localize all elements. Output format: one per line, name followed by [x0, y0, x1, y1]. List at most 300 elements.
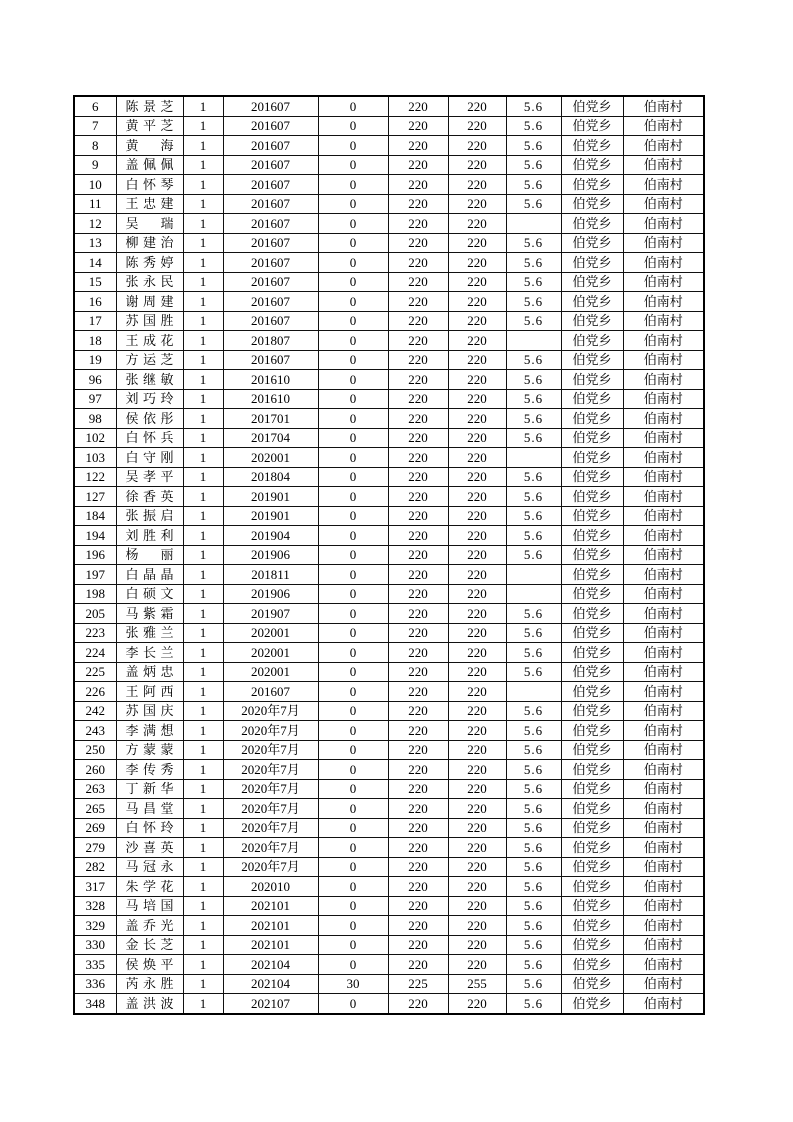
cell-total-amount: 220 [448, 623, 506, 643]
cell-total-amount: 220 [448, 194, 506, 214]
cell-name: 陈景芝 [116, 96, 183, 116]
cell-village: 伯南村 [623, 643, 704, 663]
cell-month: 201607 [223, 96, 318, 116]
cell-base-amount: 220 [388, 682, 448, 702]
cell-rate: 5.6 [506, 136, 561, 156]
table-body [74, 96, 704, 1014]
cell-total-amount: 220 [448, 818, 506, 838]
cell-serial-number: 16 [74, 292, 116, 312]
cell-base-amount: 220 [388, 214, 448, 234]
cell-township: 伯党乡 [561, 545, 623, 565]
cell-base-amount: 220 [388, 955, 448, 975]
cell-rate: 5.6 [506, 779, 561, 799]
cell-month: 201607 [223, 214, 318, 234]
cell-adjust-amount: 0 [318, 701, 388, 721]
cell-adjust-amount: 0 [318, 740, 388, 760]
cell-village: 伯南村 [623, 740, 704, 760]
cell-count: 1 [183, 175, 223, 195]
cell-rate [506, 682, 561, 702]
cell-rate: 5.6 [506, 506, 561, 526]
cell-township: 伯党乡 [561, 877, 623, 897]
cell-village: 伯南村 [623, 467, 704, 487]
cell-rate [506, 214, 561, 234]
cell-total-amount: 220 [448, 467, 506, 487]
cell-count: 1 [183, 955, 223, 975]
cell-rate: 5.6 [506, 623, 561, 643]
cell-adjust-amount: 0 [318, 779, 388, 799]
cell-adjust-amount: 0 [318, 272, 388, 292]
cell-count: 1 [183, 584, 223, 604]
table-row [74, 467, 704, 487]
cell-total-amount: 220 [448, 370, 506, 390]
cell-rate: 5.6 [506, 955, 561, 975]
cell-village: 伯南村 [623, 194, 704, 214]
cell-base-amount: 220 [388, 506, 448, 526]
cell-township: 伯党乡 [561, 779, 623, 799]
cell-total-amount: 255 [448, 974, 506, 994]
cell-village: 伯南村 [623, 779, 704, 799]
cell-total-amount: 220 [448, 233, 506, 253]
cell-rate [506, 584, 561, 604]
cell-name: 苏国庆 [116, 701, 183, 721]
cell-rate: 5.6 [506, 311, 561, 331]
cell-adjust-amount: 0 [318, 838, 388, 858]
cell-count: 1 [183, 799, 223, 819]
cell-total-amount: 220 [448, 116, 506, 136]
cell-total-amount: 220 [448, 799, 506, 819]
cell-name: 谢周建 [116, 292, 183, 312]
table-row [74, 214, 704, 234]
cell-adjust-amount: 0 [318, 467, 388, 487]
cell-rate: 5.6 [506, 428, 561, 448]
cell-rate: 5.6 [506, 526, 561, 546]
cell-month: 201607 [223, 311, 318, 331]
cell-township: 伯党乡 [561, 175, 623, 195]
cell-month: 2020年7月 [223, 799, 318, 819]
cell-name: 杨丽 [116, 545, 183, 565]
cell-total-amount: 220 [448, 857, 506, 877]
cell-rate: 5.6 [506, 721, 561, 741]
cell-adjust-amount: 0 [318, 877, 388, 897]
cell-village: 伯南村 [623, 311, 704, 331]
cell-name: 白晶晶 [116, 565, 183, 585]
table-row [74, 604, 704, 624]
cell-rate: 5.6 [506, 175, 561, 195]
cell-township: 伯党乡 [561, 721, 623, 741]
cell-township: 伯党乡 [561, 116, 623, 136]
cell-village: 伯南村 [623, 916, 704, 936]
cell-total-amount: 220 [448, 545, 506, 565]
cell-adjust-amount: 0 [318, 526, 388, 546]
cell-serial-number: 224 [74, 643, 116, 663]
cell-rate: 5.6 [506, 838, 561, 858]
cell-count: 1 [183, 428, 223, 448]
cell-adjust-amount: 0 [318, 545, 388, 565]
cell-name: 白怀玲 [116, 818, 183, 838]
cell-total-amount: 220 [448, 487, 506, 507]
cell-total-amount: 220 [448, 682, 506, 702]
cell-base-amount: 220 [388, 96, 448, 116]
cell-base-amount: 220 [388, 818, 448, 838]
cell-base-amount: 220 [388, 389, 448, 409]
cell-count: 1 [183, 682, 223, 702]
cell-village: 伯南村 [623, 955, 704, 975]
cell-month: 2020年7月 [223, 838, 318, 858]
cell-village: 伯南村 [623, 272, 704, 292]
cell-adjust-amount: 0 [318, 604, 388, 624]
cell-total-amount: 220 [448, 565, 506, 585]
cell-count: 1 [183, 331, 223, 351]
cell-base-amount: 220 [388, 545, 448, 565]
cell-serial-number: 282 [74, 857, 116, 877]
cell-township: 伯党乡 [561, 409, 623, 429]
cell-name: 李满想 [116, 721, 183, 741]
cell-name: 吴孝平 [116, 467, 183, 487]
cell-rate: 5.6 [506, 935, 561, 955]
cell-base-amount: 220 [388, 643, 448, 663]
cell-village: 伯南村 [623, 292, 704, 312]
cell-name: 白守刚 [116, 448, 183, 468]
cell-name: 马昌堂 [116, 799, 183, 819]
cell-name: 金长芝 [116, 935, 183, 955]
cell-rate: 5.6 [506, 487, 561, 507]
cell-month: 201906 [223, 584, 318, 604]
cell-base-amount: 220 [388, 701, 448, 721]
cell-name: 黄海 [116, 136, 183, 156]
cell-total-amount: 220 [448, 955, 506, 975]
cell-count: 1 [183, 350, 223, 370]
cell-name: 丁新华 [116, 779, 183, 799]
cell-count: 1 [183, 311, 223, 331]
cell-serial-number: 242 [74, 701, 116, 721]
cell-adjust-amount: 0 [318, 194, 388, 214]
cell-village: 伯南村 [623, 799, 704, 819]
cell-village: 伯南村 [623, 838, 704, 858]
cell-adjust-amount: 0 [318, 760, 388, 780]
cell-township: 伯党乡 [561, 643, 623, 663]
cell-base-amount: 220 [388, 350, 448, 370]
cell-total-amount: 220 [448, 292, 506, 312]
cell-base-amount: 220 [388, 253, 448, 273]
cell-adjust-amount: 0 [318, 721, 388, 741]
cell-township: 伯党乡 [561, 428, 623, 448]
cell-count: 1 [183, 818, 223, 838]
cell-base-amount: 220 [388, 194, 448, 214]
cell-township: 伯党乡 [561, 799, 623, 819]
cell-serial-number: 260 [74, 760, 116, 780]
cell-total-amount: 220 [448, 506, 506, 526]
cell-base-amount: 220 [388, 370, 448, 390]
cell-name: 白硕文 [116, 584, 183, 604]
cell-serial-number: 225 [74, 662, 116, 682]
table-row [74, 448, 704, 468]
cell-serial-number: 7 [74, 116, 116, 136]
cell-rate: 5.6 [506, 409, 561, 429]
cell-village: 伯南村 [623, 428, 704, 448]
table-row [74, 409, 704, 429]
cell-base-amount: 220 [388, 877, 448, 897]
cell-serial-number: 19 [74, 350, 116, 370]
cell-name: 张雅兰 [116, 623, 183, 643]
cell-total-amount: 220 [448, 701, 506, 721]
cell-rate: 5.6 [506, 896, 561, 916]
cell-total-amount: 220 [448, 779, 506, 799]
cell-name: 李长兰 [116, 643, 183, 663]
cell-name: 马培国 [116, 896, 183, 916]
cell-month: 2020年7月 [223, 779, 318, 799]
cell-township: 伯党乡 [561, 194, 623, 214]
cell-serial-number: 317 [74, 877, 116, 897]
cell-count: 1 [183, 916, 223, 936]
table-row [74, 760, 704, 780]
cell-adjust-amount: 0 [318, 370, 388, 390]
cell-village: 伯南村 [623, 935, 704, 955]
cell-rate: 5.6 [506, 155, 561, 175]
cell-rate: 5.6 [506, 818, 561, 838]
cell-count: 1 [183, 233, 223, 253]
cell-total-amount: 220 [448, 662, 506, 682]
cell-name: 徐香英 [116, 487, 183, 507]
cell-name: 盖炳忠 [116, 662, 183, 682]
cell-township: 伯党乡 [561, 506, 623, 526]
cell-township: 伯党乡 [561, 272, 623, 292]
cell-total-amount: 220 [448, 214, 506, 234]
cell-township: 伯党乡 [561, 838, 623, 858]
cell-month: 2020年7月 [223, 857, 318, 877]
table-row [74, 935, 704, 955]
cell-count: 1 [183, 253, 223, 273]
cell-serial-number: 328 [74, 896, 116, 916]
cell-total-amount: 220 [448, 760, 506, 780]
table-row [74, 740, 704, 760]
cell-base-amount: 220 [388, 116, 448, 136]
cell-base-amount: 220 [388, 799, 448, 819]
cell-total-amount: 220 [448, 253, 506, 273]
cell-base-amount: 220 [388, 155, 448, 175]
cell-township: 伯党乡 [561, 311, 623, 331]
cell-township: 伯党乡 [561, 136, 623, 156]
cell-township: 伯党乡 [561, 467, 623, 487]
table-row [74, 526, 704, 546]
cell-township: 伯党乡 [561, 935, 623, 955]
cell-rate: 5.6 [506, 799, 561, 819]
cell-township: 伯党乡 [561, 487, 623, 507]
cell-village: 伯南村 [623, 96, 704, 116]
cell-adjust-amount: 0 [318, 857, 388, 877]
cell-village: 伯南村 [623, 760, 704, 780]
cell-serial-number: 205 [74, 604, 116, 624]
cell-village: 伯南村 [623, 994, 704, 1014]
cell-name: 陈秀婷 [116, 253, 183, 273]
cell-village: 伯南村 [623, 116, 704, 136]
cell-total-amount: 220 [448, 136, 506, 156]
table-row [74, 175, 704, 195]
cell-base-amount: 220 [388, 448, 448, 468]
cell-village: 伯南村 [623, 721, 704, 741]
cell-month: 202010 [223, 877, 318, 897]
cell-total-amount: 220 [448, 448, 506, 468]
cell-count: 1 [183, 292, 223, 312]
cell-count: 1 [183, 194, 223, 214]
cell-serial-number: 335 [74, 955, 116, 975]
cell-month: 2020年7月 [223, 721, 318, 741]
cell-name: 芮永胜 [116, 974, 183, 994]
cell-rate: 5.6 [506, 701, 561, 721]
cell-base-amount: 220 [388, 292, 448, 312]
cell-rate: 5.6 [506, 96, 561, 116]
cell-serial-number: 18 [74, 331, 116, 351]
table-row [74, 545, 704, 565]
cell-rate: 5.6 [506, 604, 561, 624]
cell-serial-number: 263 [74, 779, 116, 799]
cell-base-amount: 220 [388, 311, 448, 331]
cell-name: 吴瑞 [116, 214, 183, 234]
cell-village: 伯南村 [623, 487, 704, 507]
cell-count: 1 [183, 721, 223, 741]
cell-month: 202101 [223, 896, 318, 916]
cell-adjust-amount: 0 [318, 565, 388, 585]
cell-month: 202101 [223, 935, 318, 955]
cell-name: 李传秀 [116, 760, 183, 780]
cell-name: 白怀琴 [116, 175, 183, 195]
cell-township: 伯党乡 [561, 682, 623, 702]
cell-count: 1 [183, 857, 223, 877]
table-row [74, 331, 704, 351]
cell-village: 伯南村 [623, 136, 704, 156]
cell-adjust-amount: 0 [318, 409, 388, 429]
cell-township: 伯党乡 [561, 916, 623, 936]
cell-adjust-amount: 0 [318, 682, 388, 702]
cell-count: 1 [183, 896, 223, 916]
cell-name: 刘胜利 [116, 526, 183, 546]
cell-total-amount: 220 [448, 175, 506, 195]
cell-serial-number: 6 [74, 96, 116, 116]
cell-village: 伯南村 [623, 214, 704, 234]
cell-count: 1 [183, 96, 223, 116]
cell-township: 伯党乡 [561, 955, 623, 975]
cell-month: 202104 [223, 974, 318, 994]
cell-serial-number: 330 [74, 935, 116, 955]
cell-serial-number: 15 [74, 272, 116, 292]
cell-base-amount: 220 [388, 526, 448, 546]
cell-village: 伯南村 [623, 818, 704, 838]
cell-count: 1 [183, 409, 223, 429]
cell-base-amount: 220 [388, 409, 448, 429]
table-row [74, 350, 704, 370]
cell-rate [506, 331, 561, 351]
cell-serial-number: 184 [74, 506, 116, 526]
cell-name: 张振启 [116, 506, 183, 526]
cell-count: 1 [183, 565, 223, 585]
cell-township: 伯党乡 [561, 604, 623, 624]
cell-village: 伯南村 [623, 175, 704, 195]
cell-village: 伯南村 [623, 545, 704, 565]
cell-village: 伯南村 [623, 409, 704, 429]
cell-name: 王成花 [116, 331, 183, 351]
cell-base-amount: 220 [388, 623, 448, 643]
cell-month: 201607 [223, 682, 318, 702]
cell-serial-number: 102 [74, 428, 116, 448]
cell-adjust-amount: 0 [318, 662, 388, 682]
cell-month: 201811 [223, 565, 318, 585]
cell-count: 1 [183, 467, 223, 487]
cell-month: 201607 [223, 116, 318, 136]
cell-township: 伯党乡 [561, 389, 623, 409]
cell-count: 1 [183, 604, 223, 624]
cell-rate: 5.6 [506, 253, 561, 273]
table-row [74, 155, 704, 175]
beneficiary-table [73, 95, 705, 1015]
cell-rate: 5.6 [506, 974, 561, 994]
cell-rate: 5.6 [506, 292, 561, 312]
cell-count: 1 [183, 623, 223, 643]
table-row [74, 370, 704, 390]
cell-base-amount: 220 [388, 779, 448, 799]
cell-township: 伯党乡 [561, 623, 623, 643]
cell-rate: 5.6 [506, 662, 561, 682]
cell-adjust-amount: 0 [318, 994, 388, 1014]
cell-rate: 5.6 [506, 643, 561, 663]
cell-adjust-amount: 0 [318, 506, 388, 526]
cell-adjust-amount: 0 [318, 935, 388, 955]
cell-name: 方运芝 [116, 350, 183, 370]
cell-month: 202001 [223, 448, 318, 468]
table-row [74, 565, 704, 585]
cell-adjust-amount: 0 [318, 214, 388, 234]
cell-serial-number: 279 [74, 838, 116, 858]
cell-base-amount: 220 [388, 740, 448, 760]
cell-rate: 5.6 [506, 545, 561, 565]
cell-count: 1 [183, 779, 223, 799]
table-row [74, 838, 704, 858]
cell-village: 伯南村 [623, 331, 704, 351]
cell-total-amount: 220 [448, 916, 506, 936]
table-row [74, 877, 704, 897]
cell-village: 伯南村 [623, 877, 704, 897]
cell-total-amount: 220 [448, 838, 506, 858]
cell-count: 1 [183, 994, 223, 1014]
cell-rate: 5.6 [506, 857, 561, 877]
cell-serial-number: 243 [74, 721, 116, 741]
cell-month: 201607 [223, 350, 318, 370]
cell-total-amount: 220 [448, 96, 506, 116]
cell-adjust-amount: 0 [318, 311, 388, 331]
cell-month: 2020年7月 [223, 818, 318, 838]
table-row [74, 96, 704, 116]
cell-base-amount: 220 [388, 604, 448, 624]
cell-month: 201610 [223, 389, 318, 409]
cell-serial-number: 13 [74, 233, 116, 253]
cell-total-amount: 220 [448, 584, 506, 604]
cell-total-amount: 220 [448, 994, 506, 1014]
cell-village: 伯南村 [623, 896, 704, 916]
cell-township: 伯党乡 [561, 974, 623, 994]
table-row [74, 428, 704, 448]
table-row [74, 857, 704, 877]
cell-base-amount: 220 [388, 916, 448, 936]
cell-rate: 5.6 [506, 877, 561, 897]
cell-village: 伯南村 [623, 857, 704, 877]
cell-township: 伯党乡 [561, 448, 623, 468]
cell-count: 1 [183, 487, 223, 507]
cell-count: 1 [183, 643, 223, 663]
table-row [74, 896, 704, 916]
table-row [74, 487, 704, 507]
cell-adjust-amount: 0 [318, 643, 388, 663]
cell-name: 张继敏 [116, 370, 183, 390]
cell-township: 伯党乡 [561, 331, 623, 351]
cell-adjust-amount: 0 [318, 448, 388, 468]
